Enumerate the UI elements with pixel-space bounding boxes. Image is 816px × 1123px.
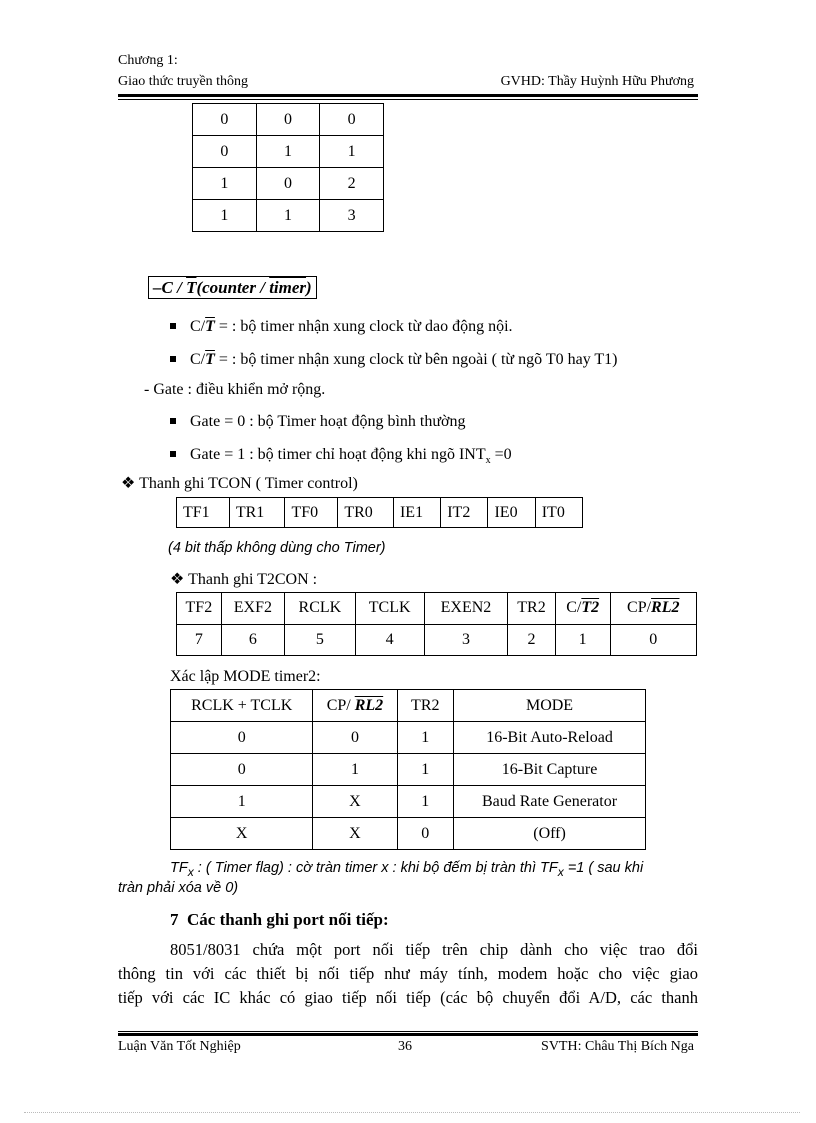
t2con-position-cell: 6 — [221, 624, 284, 656]
gate-heading: - Gate : điều khiển mở rộng. — [144, 381, 326, 398]
ct-formula: $-C / \overline{T}(counter$ / timer) — [148, 278, 317, 299]
t2con-bit-cell: EXEN2 — [424, 593, 507, 625]
page-bottom-dotted-line — [24, 1112, 800, 1113]
table-cell: 0 — [313, 722, 397, 754]
header-rule-thin — [118, 99, 698, 100]
table-row — [193, 168, 384, 200]
table-row — [193, 136, 384, 168]
table-cell: 0 — [256, 168, 320, 200]
column-header: RCLK + TCLK — [171, 690, 313, 722]
table-cell: 1 — [397, 786, 454, 818]
table-row — [177, 498, 583, 528]
t2con-bit-cell: TR2 — [508, 593, 556, 625]
t2con-position-cell: 0 — [610, 624, 696, 656]
table-row — [171, 754, 646, 786]
header-advisor: GVHD: Thầy Huỳnh Hữu Phương — [500, 74, 694, 89]
paragraph-line: 8051/8031 chứa một port nối tiếp trên chip dành cho việc trao đổi — [170, 940, 698, 959]
tcon-register-table — [176, 497, 583, 528]
table-cell: 0 — [320, 104, 384, 136]
footer-rule-thick — [118, 1033, 698, 1036]
tf-note-line2: tràn phải xóa về 0) — [118, 880, 239, 896]
square-bullet-icon — [170, 356, 176, 362]
table-cell: X — [171, 818, 313, 850]
table-row — [193, 200, 384, 232]
table-cell: 1 — [397, 754, 454, 786]
table-cell: 0 — [193, 136, 257, 168]
table-cell: 1 — [256, 136, 320, 168]
tcon-bit-cell: IT2 — [441, 498, 488, 528]
table-cell: 1 — [193, 168, 257, 200]
t2con-position-cell: 2 — [508, 624, 556, 656]
footer-left: Luận Văn Tốt Nghiệp — [118, 1039, 241, 1054]
gate-list-item: Gate = 0 : bộ Timer hoạt động bình thường — [170, 412, 465, 438]
t2con-bit-cell: EXF2 — [221, 593, 284, 625]
four-diamond-bullet-icon: ❖ — [121, 475, 136, 492]
table-cell: 0 — [193, 104, 257, 136]
tcon-note: (4 bit thấp không dùng cho Timer) — [168, 540, 386, 556]
table-cell: X — [313, 818, 397, 850]
table-cell: Baud Rate Generator — [454, 786, 646, 818]
table-row — [171, 786, 646, 818]
table-row — [177, 593, 697, 625]
table-cell: 0 — [256, 104, 320, 136]
t2con-bit-cell: CP/RL2 — [610, 593, 696, 625]
column-header: MODE — [454, 690, 646, 722]
header-topic: Giao thức truyền thông — [118, 74, 249, 89]
table-row — [171, 818, 646, 850]
table-cell: 16-Bit Auto-Reload — [454, 722, 646, 754]
t2con-register-table — [176, 592, 697, 656]
column-header: CP/ RL2 — [313, 690, 397, 722]
tcon-bit-cell: TR1 — [229, 498, 285, 528]
t2con-bit-cell: TCLK — [355, 593, 424, 625]
t2mode-title: Xác lập MODE timer2: — [170, 668, 321, 685]
ct-list-item: $C/\overline{T}$ = : bộ timer nhận xung clock từ bên ngoài ( từ ngõ T0 hay T1) — [170, 350, 618, 370]
t2con-bit-cell: C/T2 — [555, 593, 610, 625]
tcon-bit-cell: IE0 — [488, 498, 535, 528]
t2con-bit-cell: RCLK — [285, 593, 356, 625]
tcon-bit-cell: TR0 — [338, 498, 394, 528]
paragraph-line: tiếp với các IC khác có giao tiếp nối tiếp (các bộ chuyển đổi A/D, các thanh — [118, 988, 698, 1007]
tf-note: $TF_x$ : ( Timer flag) : cờ tràn timer x : khi bộ đếm bị tràn thì $TF_x =1$ ( sau khi — [170, 860, 644, 879]
table-cell: 0 — [171, 754, 313, 786]
table-cell: 1 — [256, 200, 320, 232]
table-cell: 1 — [193, 200, 257, 232]
table-cell: 0 — [171, 722, 313, 754]
table-cell: 1 — [320, 136, 384, 168]
t2con-position-cell: 4 — [355, 624, 424, 656]
header-rule-thick — [118, 94, 698, 97]
t2con-position-cell: 7 — [177, 624, 222, 656]
header-chapter: Chương 1: — [118, 53, 178, 68]
table-cell: 2 — [320, 168, 384, 200]
gate-list-item: Gate = 1 : bộ timer chỉ hoạt động khi ngõ $INT_x =0$ — [170, 445, 512, 471]
tcon-heading: ❖ Thanh ghi TCON ( Timer control) — [121, 475, 358, 492]
table-cell: X — [313, 786, 397, 818]
table-header-row — [171, 690, 646, 722]
table-cell: (Off) — [454, 818, 646, 850]
square-bullet-icon — [170, 451, 176, 457]
table-cell: 1 — [397, 722, 454, 754]
footer-rule-thin — [118, 1031, 698, 1032]
t2con-position-cell: 1 — [555, 624, 610, 656]
ct-list-item: $C/\overline{T}$ = : bộ timer nhận xung clock từ dao động nội. — [170, 317, 513, 337]
tcon-bit-cell: TF0 — [285, 498, 338, 528]
tcon-bit-cell: TF1 — [177, 498, 230, 528]
table-cell: 1 — [171, 786, 313, 818]
footer-right: SVTH: Châu Thị Bích Nga — [541, 1039, 694, 1054]
table-row — [177, 624, 697, 656]
t2con-heading: ❖ Thanh ghi T2CON : — [170, 571, 318, 588]
table-cell: 16-Bit Capture — [454, 754, 646, 786]
four-diamond-bullet-icon: ❖ — [170, 571, 185, 588]
timer-mode-table — [192, 103, 384, 232]
table-cell: 3 — [320, 200, 384, 232]
square-bullet-icon — [170, 418, 176, 424]
table-cell: 1 — [313, 754, 397, 786]
column-header: TR2 — [397, 690, 454, 722]
square-bullet-icon — [170, 323, 176, 329]
tcon-bit-cell: IE1 — [393, 498, 440, 528]
page-number: 36 — [398, 1039, 412, 1054]
section-heading: 7 Các thanh ghi port nối tiếp: — [170, 910, 389, 929]
table-cell: 0 — [397, 818, 454, 850]
t2con-position-cell: 3 — [424, 624, 507, 656]
timer2-mode-table — [170, 689, 646, 850]
t2con-position-cell: 5 — [285, 624, 356, 656]
table-row — [193, 104, 384, 136]
tcon-bit-cell: IT0 — [535, 498, 582, 528]
t2con-bit-cell: TF2 — [177, 593, 222, 625]
table-row — [171, 722, 646, 754]
paragraph-line: thông tin với các thiết bị nối tiếp như máy tính, modem hoặc cho việc giao — [118, 964, 698, 983]
